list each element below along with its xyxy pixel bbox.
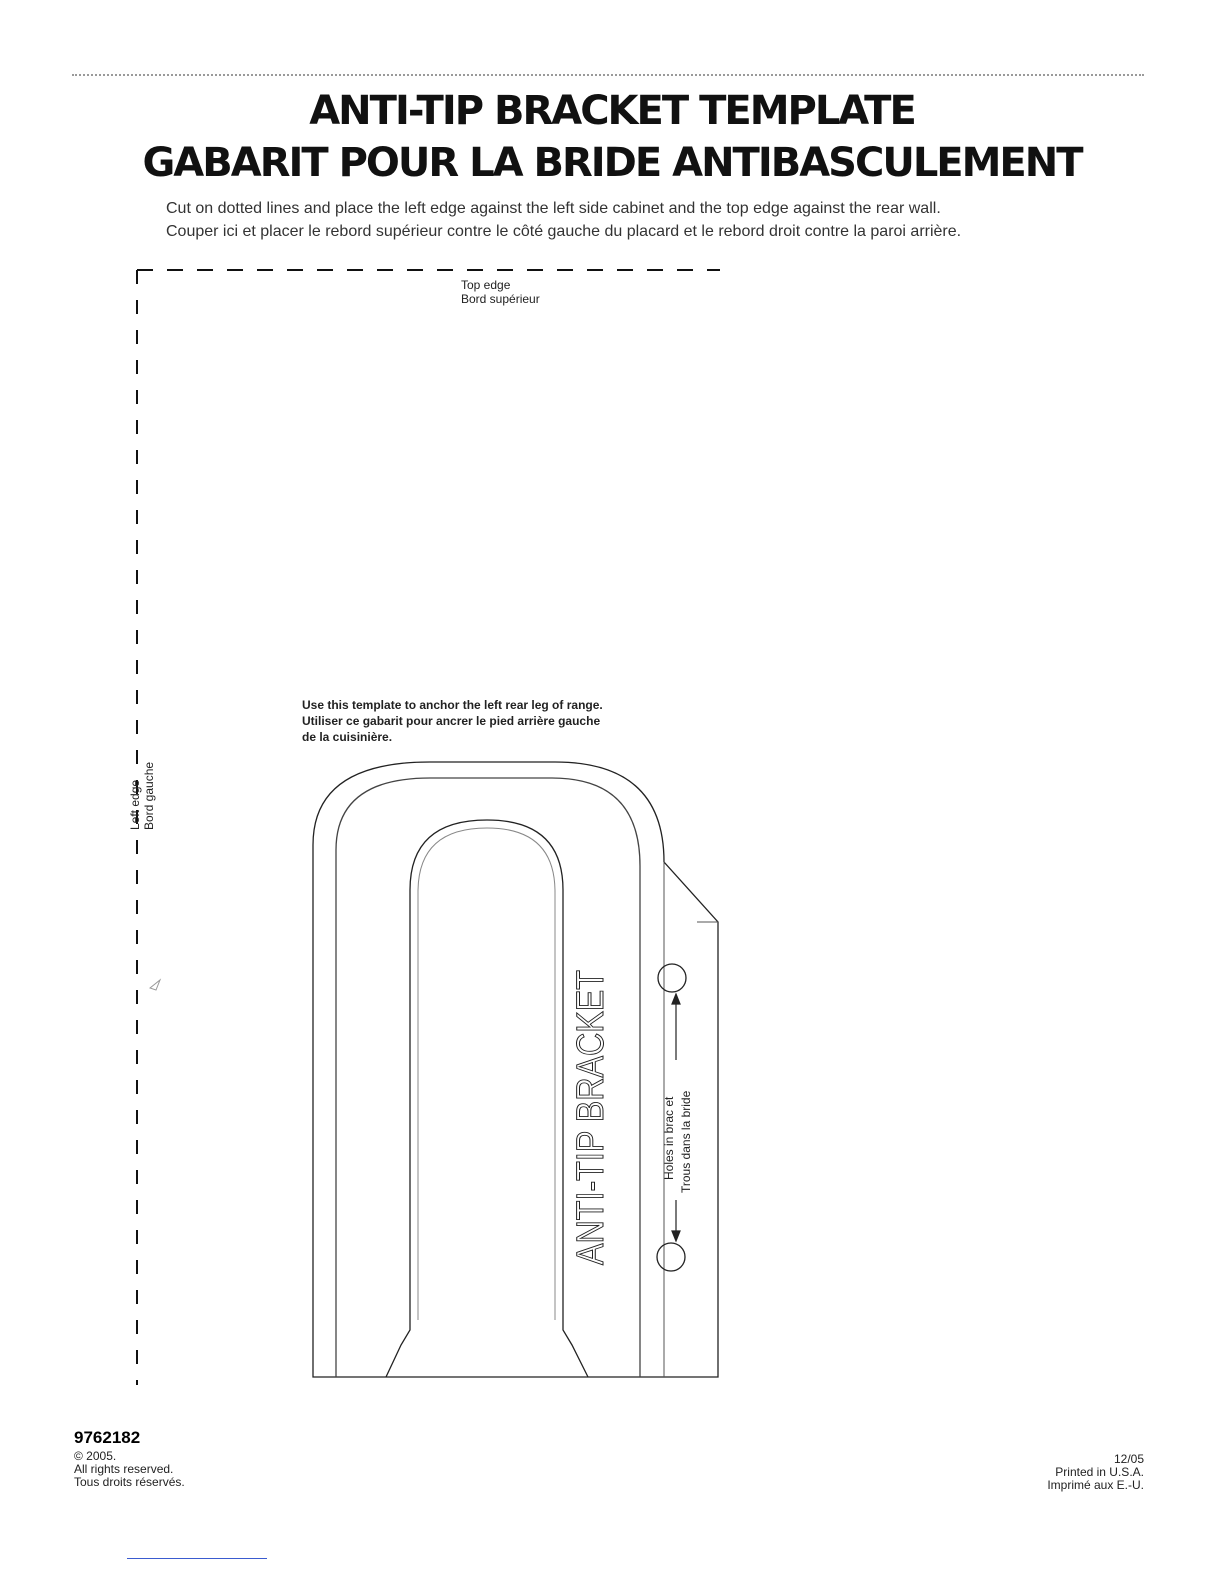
top-edge-fr: Bord supérieur — [461, 292, 540, 306]
hole-top — [658, 964, 686, 992]
instructions-english: Cut on dotted lines and place the left edge against the left side cabinet and the top edge against the rear wall. — [166, 200, 941, 217]
bracket-outline — [313, 762, 718, 1377]
instructions-french: Couper ici et placer le rebord supérieur contre le côté gauche du placard et le rebord droit contre la paroi arrière. — [166, 223, 962, 240]
rights-english: All rights reserved. — [74, 1462, 174, 1476]
title-english: ANTI-TIP BRACKET TEMPLATE — [309, 88, 915, 134]
holes-english: Holes in brac et — [662, 1096, 676, 1180]
left-edge-en: Left edge — [128, 779, 142, 830]
rights-french: Tous droits réservés. — [74, 1475, 185, 1489]
part-number: 9762182 — [74, 1428, 141, 1447]
hole-bottom — [657, 1243, 685, 1271]
bracket-label: ANTI-TIP BRACKET — [570, 917, 612, 1265]
left-edge-fr: Bord gauche — [142, 761, 156, 830]
bottom-blue-rule — [127, 1558, 267, 1559]
top-edge-label — [461, 278, 540, 306]
printed-english: Printed in U.S.A. — [1055, 1465, 1144, 1479]
print-block — [1047, 1453, 1144, 1492]
usage-note-line2: Utiliser ce gabarit pour ancrer le pied arrière gauche — [302, 714, 601, 728]
print-date: 12/05 — [1113, 1452, 1144, 1466]
left-edge-label — [128, 730, 168, 830]
usage-note-line3: de la cuisinière. — [302, 730, 393, 744]
top-edge-en: Top edge — [461, 278, 511, 292]
printed-french: Imprimé aux E.-U. — [1047, 1478, 1144, 1492]
holes-french: Trous dans la bride — [679, 1090, 693, 1193]
copyright-year: © 2005. — [74, 1449, 117, 1463]
usage-note — [302, 697, 603, 745]
title-french: GABARIT POUR LA BRIDE ANTIBASCULEMENT — [142, 140, 1082, 186]
usage-note-line1: Use this template to anchor the left rear leg of range. — [302, 698, 603, 712]
copyright-block — [74, 1450, 185, 1489]
pointer-mark — [150, 980, 160, 990]
